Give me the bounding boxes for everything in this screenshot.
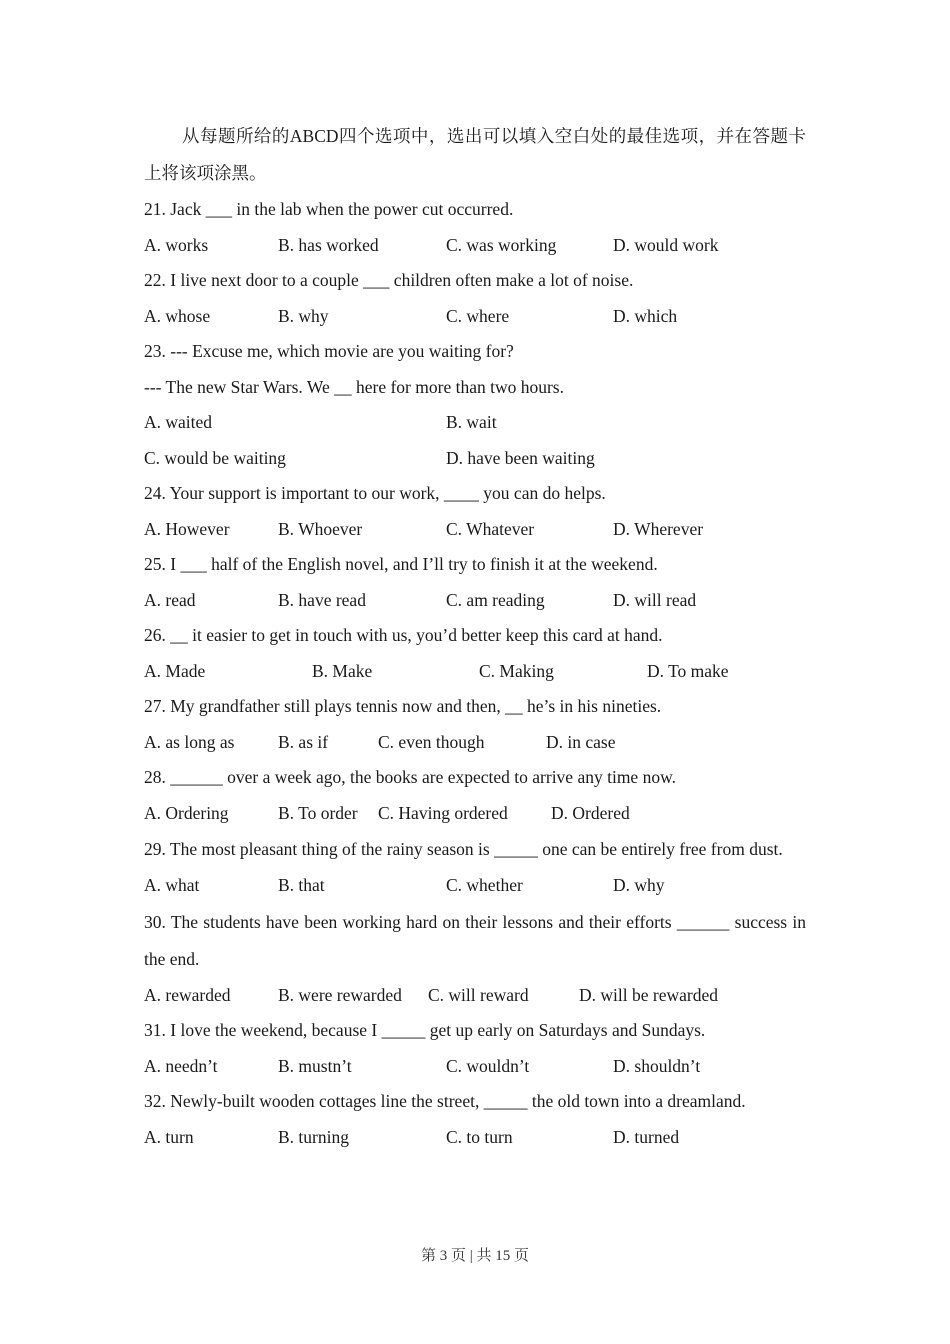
option-d: D. Ordered — [551, 802, 630, 823]
option-b: B. have read — [278, 589, 366, 610]
option-d: D. To make — [647, 660, 729, 681]
option-b: B. why — [278, 305, 329, 326]
option-a: A. as long as — [144, 731, 235, 752]
option-a: A. works — [144, 234, 209, 255]
option-c: C. Having ordered — [378, 802, 508, 823]
option-c: C. will reward — [428, 984, 529, 1005]
option-b: B. wait — [446, 412, 497, 432]
option-d: D. why — [613, 875, 665, 895]
instructions: 从每题所给的ABCD四个选项中，选出可以填入空白处的最佳选项，并在答题卡上将该项涂黑。 — [144, 126, 806, 183]
option-a: A. read — [144, 589, 196, 610]
option-a: A. what — [144, 875, 200, 895]
question-23-options-row1 — [144, 405, 806, 441]
question-32-stem: 32. Newly-built wooden cottages line the street, _____ the old town into a dreamland. — [144, 1091, 746, 1111]
question-28-options — [144, 796, 806, 832]
option-c: C. to turn — [446, 1126, 513, 1147]
option-a: A. needn’t — [144, 1055, 218, 1076]
option-d: D. turned — [613, 1126, 680, 1147]
question-30-stem: 30. The students have been working hard on their lessons and their efforts ______ success in the end. — [144, 911, 806, 969]
page-footer: 第 3 页 | 共 15 页 — [420, 1248, 529, 1264]
option-c: C. Making — [479, 660, 554, 681]
question-31-options — [144, 1049, 806, 1085]
question-21-options — [144, 228, 806, 264]
option-a: A. rewarded — [144, 984, 231, 1005]
option-a: A. turn — [144, 1126, 194, 1147]
option-a: A. Ordering — [144, 802, 229, 823]
option-a: A. However — [144, 518, 230, 539]
option-b: B. mustn’t — [278, 1055, 352, 1076]
option-c: C. where — [446, 305, 510, 326]
option-b: B. Make — [312, 660, 373, 681]
question-22-options — [144, 299, 806, 335]
option-c: C. would be waiting — [144, 447, 286, 468]
question-24-stem: 24. Your support is important to our work, ____ you can do helps. — [144, 483, 606, 503]
question-27-options — [144, 725, 806, 761]
question-26-options — [144, 654, 806, 690]
question-23-options-row2 — [144, 441, 806, 477]
question-21-stem: 21. Jack ___ in the lab when the power cut occurred. — [144, 199, 514, 219]
option-b: B. To order — [278, 802, 358, 823]
option-a: A. waited — [144, 412, 213, 432]
exam-page — [144, 118, 806, 1155]
question-26-stem: 26. __ it easier to get in touch with us, you’d better keep this card at hand. — [144, 625, 663, 645]
option-b: B. turning — [278, 1126, 349, 1147]
option-d: D. will read — [613, 589, 697, 610]
question-23-stem: 23. --- Excuse me, which movie are you waiting for? — [144, 341, 514, 361]
option-b: B. Whoever — [278, 518, 363, 539]
option-d: D. have been waiting — [446, 447, 595, 468]
option-a: A. whose — [144, 305, 211, 326]
option-d: D. would work — [613, 234, 719, 255]
option-b: B. has worked — [278, 234, 379, 255]
option-b: B. were rewarded — [278, 984, 402, 1005]
question-24-options — [144, 512, 806, 548]
option-c: C. whether — [446, 875, 523, 895]
option-a: A. Made — [144, 660, 206, 681]
option-d: D. shouldn’t — [613, 1055, 701, 1076]
option-b: B. as if — [278, 731, 329, 752]
question-30-options — [144, 978, 806, 1014]
question-25-options — [144, 583, 806, 619]
option-c: C. am reading — [446, 589, 545, 610]
question-31-stem: 31. I love the weekend, because I _____ get up early on Saturdays and Sundays. — [144, 1020, 706, 1040]
question-22-stem: 22. I live next door to a couple ___ children often make a lot of noise. — [144, 270, 634, 290]
question-23-stem-reply: --- The new Star Wars. We __ here for more than two hours. — [144, 376, 564, 397]
option-d: D. which — [613, 305, 678, 326]
option-b: B. that — [278, 875, 325, 895]
option-c: C. was working — [446, 234, 557, 255]
option-c: C. wouldn’t — [446, 1055, 530, 1076]
question-25-stem: 25. I ___ half of the English novel, and I’ll try to finish it at the weekend. — [144, 554, 658, 574]
option-d: D. in case — [546, 731, 616, 752]
option-d: D. will be rewarded — [579, 984, 718, 1005]
question-28-stem: 28. ______ over a week ago, the books are expected to arrive any time now. — [144, 767, 676, 787]
question-32-options — [144, 1120, 806, 1156]
option-d: D. Wherever — [613, 518, 704, 539]
question-27-stem: 27. My grandfather still plays tennis now and then, __ he’s in his nineties. — [144, 696, 662, 716]
option-c: C. Whatever — [446, 518, 535, 539]
question-29-stem: 29. The most pleasant thing of the rainy season is _____ one can be entirely free from dust. — [144, 839, 783, 859]
option-c: C. even though — [378, 731, 485, 752]
question-29-options — [144, 868, 806, 904]
